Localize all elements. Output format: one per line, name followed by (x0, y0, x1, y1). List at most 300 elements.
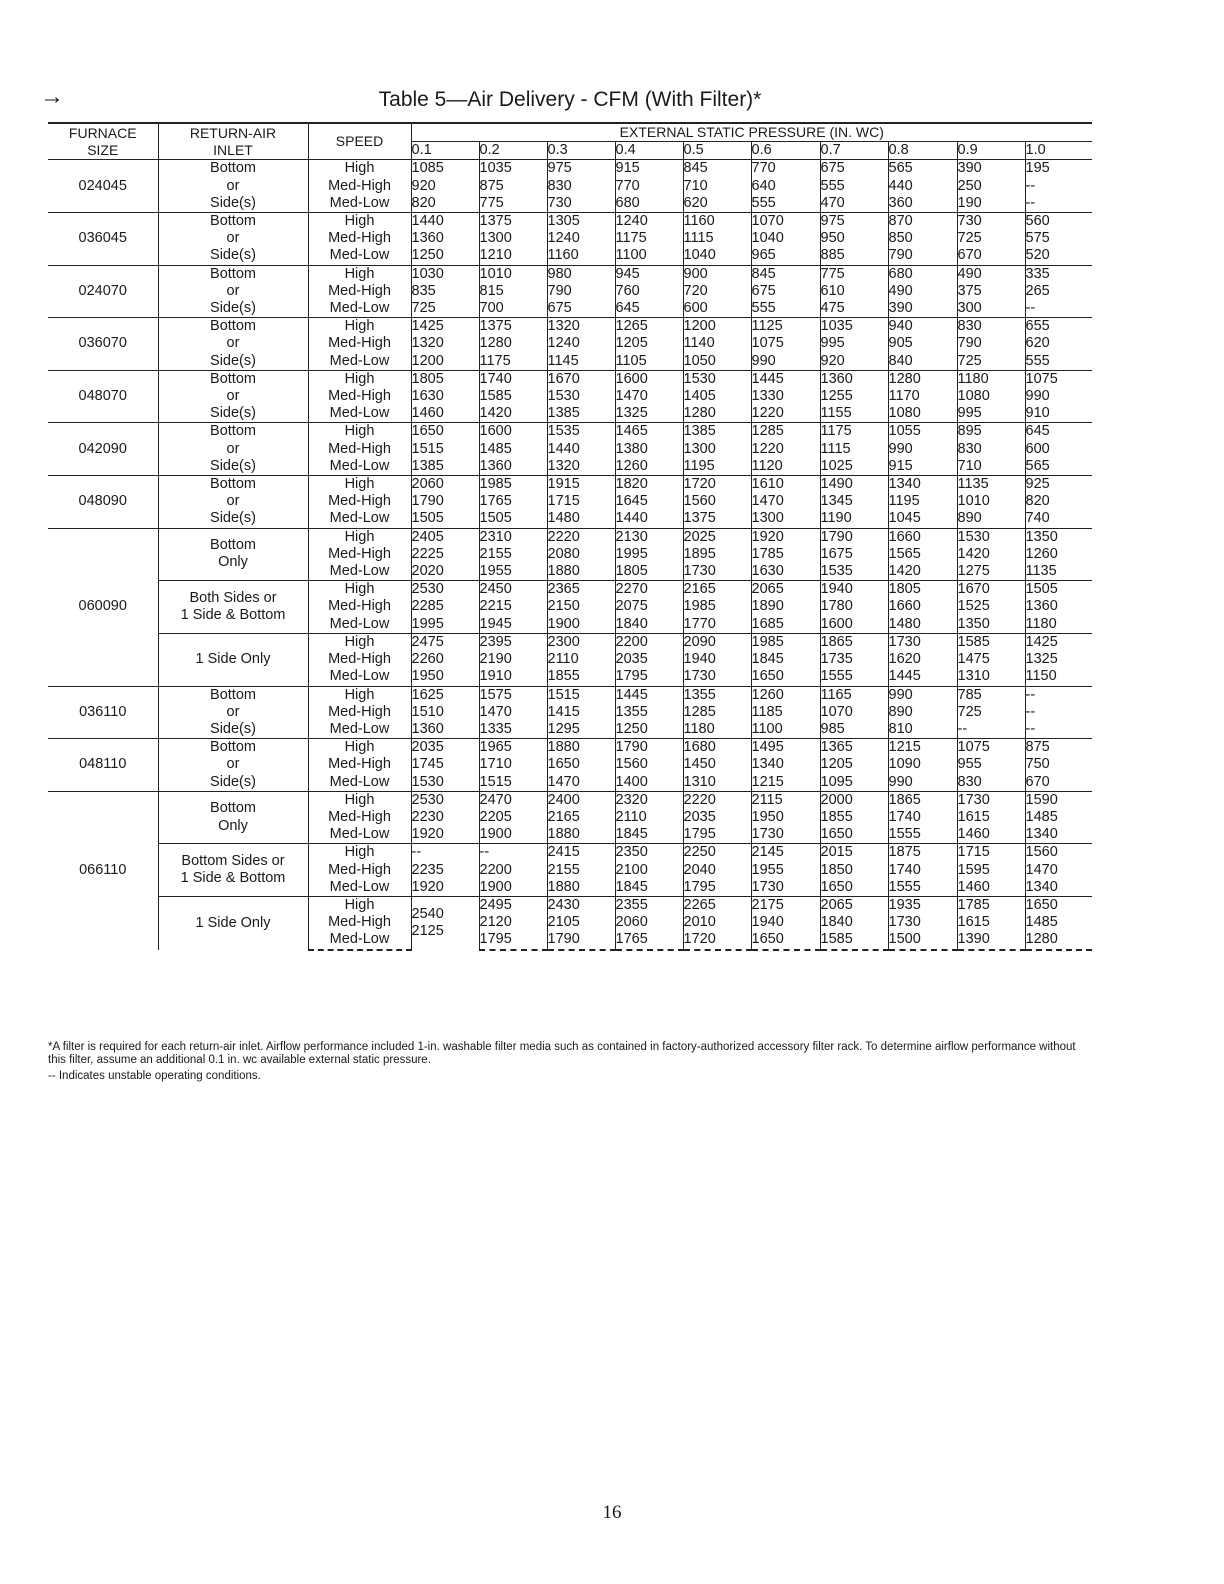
cfm-value-cell: 1855 (820, 809, 888, 826)
cfm-value-cell: 875 (479, 178, 547, 195)
cfm-value-cell: 1965 (479, 739, 547, 757)
pressure-header-cell: 1.0 (1025, 142, 1092, 160)
cfm-value-cell: 610 (820, 283, 888, 300)
cfm-value-cell: 1195 (683, 458, 751, 476)
cfm-value-cell: 1355 (615, 704, 683, 721)
cfm-value-cell: 710 (957, 458, 1025, 476)
cfm-value-cell: 1945 (479, 616, 547, 634)
cfm-value-cell: 1850 (820, 862, 888, 879)
cfm-value-cell: 1140 (683, 335, 751, 352)
cfm-value-cell: 1940 (751, 914, 820, 931)
speed-cell: Med-High (308, 862, 411, 879)
speed-cell: High (308, 476, 411, 494)
cfm-value-cell: 1890 (751, 598, 820, 615)
table-row (48, 265, 1092, 283)
cfm-value-cell: 1765 (615, 931, 683, 949)
cfm-value-cell: 725 (957, 704, 1025, 721)
cfm-value-cell: 830 (957, 774, 1025, 792)
cfm-value-cell: 1615 (957, 809, 1025, 826)
cfm-value-cell: 620 (683, 195, 751, 213)
cfm-value-cell: 1525 (957, 598, 1025, 615)
cfm-value-cell: 725 (957, 353, 1025, 371)
cfm-value-cell: 1145 (547, 353, 615, 371)
cfm-value-cell: 2220 (683, 791, 751, 809)
cfm-value-cell: 680 (615, 195, 683, 213)
merged-value-cell (411, 896, 479, 949)
cfm-value-cell: 2365 (547, 581, 615, 599)
cfm-value-cell: 1470 (751, 493, 820, 510)
cfm-value-cell: 1565 (888, 546, 957, 563)
cfm-value-cell: 1515 (479, 774, 547, 792)
header-furnace-size: FURNACE SIZE (48, 123, 158, 160)
cfm-value-cell: 1840 (820, 914, 888, 931)
cfm-value-cell: 1310 (957, 668, 1025, 686)
cfm-value-cell: -- (411, 844, 479, 862)
speed-cell: Med-High (308, 388, 411, 405)
furnace-size-cell: 042090 (48, 423, 158, 476)
cfm-value-cell: 1415 (547, 704, 615, 721)
cfm-value-cell: 2230 (411, 809, 479, 826)
speed-cell: High (308, 265, 411, 283)
speed-cell: High (308, 581, 411, 599)
pressure-header-cell: 0.3 (547, 142, 615, 160)
cfm-value-cell: 2120 (479, 914, 547, 931)
cfm-value-cell: 1790 (615, 739, 683, 757)
cfm-value-cell: 2145 (751, 844, 820, 862)
cfm-value-cell: 1555 (888, 879, 957, 897)
cfm-value-cell: -- (1025, 720, 1036, 737)
cfm-value-cell: 1795 (615, 668, 683, 686)
cfm-value-cell: 1660 (888, 528, 957, 546)
cfm-value-cell: 1735 (820, 651, 888, 668)
cfm-value-cell: 2530 (411, 581, 479, 599)
cfm-value-cell: 670 (1025, 773, 1050, 790)
cfm-value-cell: 965 (751, 247, 820, 265)
cfm-value-cell: 2100 (615, 862, 683, 879)
cfm-value-cell: 1010 (957, 493, 1025, 510)
table-row (48, 423, 1092, 441)
cfm-value-cell: 700 (479, 300, 547, 318)
cfm-value-cell: 555 (751, 300, 820, 318)
cfm-value-cell: -- (479, 844, 547, 862)
table-row (48, 581, 1092, 599)
cfm-value-cell: 1715 (547, 493, 615, 510)
cfm-value-cell: 990 (888, 774, 957, 792)
speed-cell: Med-Low (308, 510, 411, 528)
cfm-value-cell: 1300 (751, 510, 820, 528)
cfm-value-cell: 195 (1025, 160, 1092, 178)
cfm-value-cell: 1730 (888, 914, 957, 931)
cfm-value-cell: 1400 (615, 774, 683, 792)
table-row (48, 791, 1092, 809)
table-row (48, 476, 1092, 494)
cfm-value-cell: 1935 (888, 896, 957, 914)
cfm-value-cell: 1845 (615, 879, 683, 897)
furnace-size-cell: 036110 (48, 686, 158, 739)
cfm-value-cell: 920 (411, 178, 479, 195)
cfm-value-cell: 870 (888, 213, 957, 231)
cfm-value-cell: 1985 (683, 598, 751, 615)
cfm-value-cell: 1740 (888, 862, 957, 879)
cfm-value-cell: 1250 (411, 247, 479, 265)
cfm-value-cell: 1100 (751, 721, 820, 739)
cfm-value-cell: 1730 (751, 826, 820, 844)
cfm-value-cell: 900 (683, 265, 751, 283)
return-air-inlet-cell: Bottom Sides or 1 Side & Bottom (158, 844, 308, 897)
cfm-value-cell: 1320 (411, 335, 479, 352)
cfm-value-cell: 2200 (479, 862, 547, 879)
cfm-value-cell: 2530 (411, 791, 479, 809)
cfm-value-cell: 1720 (683, 476, 751, 494)
speed-cell: Med-Low (308, 668, 411, 686)
cfm-value-cell: 1285 (683, 704, 751, 721)
cfm-value-cell: 1185 (751, 704, 820, 721)
cfm-value-cell: 830 (957, 318, 1025, 336)
cfm-value-cell: 1195 (888, 493, 957, 510)
cfm-value-cell: 1530 (957, 528, 1025, 546)
cfm-value-cell: 2035 (683, 809, 751, 826)
furnace-size-cell: 036045 (48, 213, 158, 266)
cfm-value-cell: 520 (1025, 247, 1050, 264)
speed-cell: Med-Low (308, 458, 411, 476)
cfm-value-cell: 1780 (820, 598, 888, 615)
cfm-value-cell: 1650 (820, 879, 888, 897)
return-air-inlet-cell: Bottom Only (158, 528, 308, 581)
cfm-value-cell: 2015 (820, 844, 888, 862)
cfm-value-cell: 1385 (547, 405, 615, 423)
cfm-value-cell: 390 (957, 160, 1025, 178)
cfm-value-cell: 2220 (547, 528, 615, 546)
cfm-value-cell: 1955 (479, 563, 547, 581)
cfm-value-cell: 1680 (683, 739, 751, 757)
speed-cell: Med-High (308, 704, 411, 721)
cfm-value-cell: 1845 (751, 651, 820, 668)
cfm-value-cell: 1300 (479, 230, 547, 247)
cfm-value-cell: 975 (547, 160, 615, 178)
cfm-value-cell: 1030 (411, 265, 479, 283)
cfm-value-cell: 1320 (547, 458, 615, 476)
table-row (48, 844, 1092, 862)
cfm-value-cell: 1120 (751, 458, 820, 476)
cfm-value-cell: 600 (1025, 440, 1050, 457)
merged-value: 2540 (411, 906, 444, 923)
speed-cell: High (308, 423, 411, 441)
cfm-value-cell: 1840 (615, 616, 683, 634)
speed-cell: High (308, 160, 411, 178)
cfm-value-cell: 790 (547, 283, 615, 300)
cfm-value-cell: 1115 (683, 230, 751, 247)
cfm-value-cell: 565 (1025, 457, 1050, 474)
cfm-value-cell: 1360 (479, 458, 547, 476)
cfm-value-cell: 1670 (957, 581, 1025, 599)
cfm-value-cell: 1115 (820, 441, 888, 458)
air-delivery-table (48, 122, 1092, 951)
furnace-size-cell: 036070 (48, 318, 158, 371)
header-speed: SPEED (308, 123, 411, 160)
cfm-value-cell: 1615 (957, 914, 1025, 931)
speed-cell: High (308, 791, 411, 809)
cfm-value-cell: 1600 (479, 423, 547, 441)
cfm-value-cell: 2040 (683, 862, 751, 879)
cfm-value-cell: 920 (820, 353, 888, 371)
cfm-value-cell: 845 (751, 265, 820, 283)
cfm-value-cell: 1150 (1025, 668, 1057, 685)
cfm-value-cell: 1560 (1025, 844, 1092, 862)
cfm-value-cell: 2235 (411, 862, 479, 879)
cfm-value-cell: 760 (615, 283, 683, 300)
speed-cell: Med-High (308, 651, 411, 668)
cfm-value-cell: 1345 (820, 493, 888, 510)
cfm-value-cell: 1495 (751, 739, 820, 757)
cfm-value-cell: 470 (820, 195, 888, 213)
cfm-value-cell: 1645 (615, 493, 683, 510)
cfm-value-cell: 1805 (411, 370, 479, 388)
furnace-size-cell: 066110 (48, 791, 158, 949)
speed-cell: Med-Low (308, 195, 411, 213)
cfm-value-cell: 810 (888, 721, 957, 739)
cfm-value-cell: 1280 (683, 405, 751, 423)
cfm-value-cell: 1625 (411, 686, 479, 704)
cfm-value-cell: 2105 (547, 914, 615, 931)
cfm-value-cell: 2025 (683, 528, 751, 546)
cfm-value-cell: 1900 (479, 879, 547, 897)
cfm-value-cell: 1730 (751, 879, 820, 897)
cfm-value-cell: 1795 (479, 931, 547, 949)
cfm-value-cell: 1940 (683, 651, 751, 668)
cfm-value-cell: 2090 (683, 633, 751, 651)
cfm-value-cell: 2225 (411, 546, 479, 563)
cfm-value-cell: -- (1025, 177, 1036, 194)
cfm-value-cell: 1865 (888, 791, 957, 809)
cfm-value-cell: 1360 (820, 370, 888, 388)
return-air-inlet-cell: Bottom or Side(s) (158, 423, 308, 476)
cfm-value-cell: 770 (615, 178, 683, 195)
cfm-value-cell: 1880 (547, 739, 615, 757)
return-air-inlet-cell: Bottom or Side(s) (158, 160, 308, 213)
cfm-value-cell: 1340 (751, 756, 820, 773)
header-return-air-inlet: RETURN-AIR INLET (158, 123, 308, 160)
cfm-value-cell: 905 (888, 335, 957, 352)
cfm-value-cell: 2450 (479, 581, 547, 599)
speed-cell: Med-High (308, 441, 411, 458)
speed-cell: Med-High (308, 546, 411, 563)
cfm-value-cell: 2165 (547, 809, 615, 826)
cfm-value-cell: 1880 (547, 879, 615, 897)
table-row (48, 160, 1092, 178)
cfm-value-cell: 885 (820, 247, 888, 265)
cfm-value-cell: 925 (1025, 476, 1092, 494)
cfm-value-cell: 2110 (547, 651, 615, 668)
cfm-value-cell: 2000 (820, 791, 888, 809)
speed-cell: Med-Low (308, 300, 411, 318)
cfm-value-cell: 850 (888, 230, 957, 247)
cfm-value-cell: 1440 (411, 213, 479, 231)
cfm-value-cell: 475 (820, 300, 888, 318)
cfm-value-cell: 1500 (888, 931, 957, 949)
cfm-value-cell: 1220 (751, 405, 820, 423)
cfm-value-cell: 1740 (888, 809, 957, 826)
cfm-value-cell: -- (1025, 703, 1036, 720)
cfm-value-cell: 1200 (683, 318, 751, 336)
cfm-value-cell: 2080 (547, 546, 615, 563)
cfm-value-cell: 675 (820, 160, 888, 178)
cfm-value-cell: 1095 (820, 774, 888, 792)
cfm-value-cell: 950 (820, 230, 888, 247)
cfm-value-cell: 1440 (615, 510, 683, 528)
cfm-value-cell: 1795 (683, 879, 751, 897)
cfm-value-cell: 1730 (888, 633, 957, 651)
cfm-value-cell: 1360 (411, 230, 479, 247)
cfm-value-cell: 2200 (615, 633, 683, 651)
cfm-value-cell: 1630 (411, 388, 479, 405)
cfm-value-cell: 1260 (615, 458, 683, 476)
cfm-value-cell: 1440 (547, 441, 615, 458)
cfm-value-cell: 1360 (1025, 598, 1058, 615)
cfm-value-cell: 1790 (411, 493, 479, 510)
cfm-value-cell: 1510 (411, 704, 479, 721)
cfm-value-cell: 1075 (957, 739, 1025, 757)
cfm-value-cell: 1530 (547, 388, 615, 405)
cfm-value-cell: 775 (820, 265, 888, 283)
cfm-value-cell: 1420 (479, 405, 547, 423)
cfm-value-cell: 675 (547, 300, 615, 318)
speed-cell: High (308, 844, 411, 862)
cfm-value-cell: 1855 (547, 668, 615, 686)
furnace-size-cell: 048090 (48, 476, 158, 529)
speed-cell: Med-High (308, 914, 411, 931)
cfm-value-cell: 1805 (615, 563, 683, 581)
cfm-value-cell: 915 (888, 458, 957, 476)
cfm-value-cell: 1365 (820, 739, 888, 757)
pressure-header-cell: 0.9 (957, 142, 1025, 160)
cfm-value-cell: 670 (957, 247, 1025, 265)
cfm-value-cell: 1985 (751, 633, 820, 651)
cfm-value-cell: 1160 (683, 213, 751, 231)
cfm-value-cell: 1180 (683, 721, 751, 739)
cfm-value-cell: 1685 (751, 616, 820, 634)
cfm-value-cell: 1670 (547, 370, 615, 388)
cfm-value-cell: 1420 (888, 563, 957, 581)
furnace-size-cell: 024070 (48, 265, 158, 318)
cfm-value-cell: 575 (1025, 230, 1050, 247)
cfm-value-cell: 555 (751, 195, 820, 213)
cfm-value-cell: 1460 (957, 826, 1025, 844)
cfm-value-cell: 1425 (411, 318, 479, 336)
cfm-value-cell: 1155 (820, 405, 888, 423)
cfm-value-cell: 1880 (547, 563, 615, 581)
cfm-value-cell: 2075 (615, 598, 683, 615)
cfm-value-cell: 995 (957, 405, 1025, 423)
cfm-value-cell: 2265 (683, 896, 751, 914)
cfm-value-cell: 1785 (957, 896, 1025, 914)
return-air-inlet-cell: Bottom or Side(s) (158, 370, 308, 423)
speed-cell: Med-High (308, 493, 411, 510)
cfm-value-cell: 1470 (479, 704, 547, 721)
cfm-value-cell: 2175 (751, 896, 820, 914)
cfm-value-cell: 1360 (411, 721, 479, 739)
cfm-value-cell: 1215 (888, 739, 957, 757)
cfm-value-cell: 1135 (1025, 563, 1057, 580)
cfm-value-cell: 565 (888, 160, 957, 178)
cfm-value-cell: 1660 (888, 598, 957, 615)
cfm-value-cell: 1085 (411, 160, 479, 178)
cfm-value-cell: 895 (957, 423, 1025, 441)
cfm-value-cell: 1040 (683, 247, 751, 265)
cfm-value-cell: 250 (957, 178, 1025, 195)
cfm-value-cell: 1650 (1025, 896, 1092, 914)
cfm-value-cell: 820 (1025, 493, 1050, 510)
cfm-value-cell: 1535 (547, 423, 615, 441)
speed-cell: Med-High (308, 756, 411, 773)
cfm-value-cell: 1505 (411, 510, 479, 528)
cfm-value-cell: 1875 (888, 844, 957, 862)
speed-cell: High (308, 213, 411, 231)
cfm-value-cell: 1515 (547, 686, 615, 704)
cfm-value-cell: 1460 (411, 405, 479, 423)
cfm-value-cell: 1045 (888, 510, 957, 528)
return-air-inlet-cell: Bottom or Side(s) (158, 739, 308, 792)
cfm-value-cell: 1375 (479, 318, 547, 336)
cfm-value-cell: 1385 (683, 423, 751, 441)
cfm-value-cell: 1985 (479, 476, 547, 494)
speed-cell: Med-Low (308, 774, 411, 792)
cfm-value-cell: 1335 (479, 721, 547, 739)
cfm-value-cell: 875 (1025, 739, 1092, 757)
cfm-value-cell: 1950 (751, 809, 820, 826)
cfm-value-cell: 1530 (411, 774, 479, 792)
cfm-value-cell: 1080 (888, 405, 957, 423)
cfm-value-cell: 990 (751, 353, 820, 371)
cfm-value-cell: 1240 (547, 230, 615, 247)
speed-cell: Med-High (308, 178, 411, 195)
speed-cell: Med-High (308, 335, 411, 352)
cfm-value-cell: 1280 (479, 335, 547, 352)
cfm-value-cell: 910 (1025, 405, 1050, 422)
cfm-value-cell: 335 (1025, 265, 1092, 283)
cfm-value-cell: 1865 (820, 633, 888, 651)
cfm-value-cell: 300 (957, 300, 1025, 318)
cfm-value-cell: -- (1025, 194, 1036, 211)
table-row (48, 739, 1092, 757)
cfm-value-cell: 2285 (411, 598, 479, 615)
cfm-value-cell: 845 (683, 160, 751, 178)
cfm-value-cell: 2205 (479, 809, 547, 826)
cfm-value-cell: 945 (615, 265, 683, 283)
cfm-value-cell: 360 (888, 195, 957, 213)
cfm-value-cell: 1460 (957, 879, 1025, 897)
cfm-value-cell: 2190 (479, 651, 547, 668)
cfm-value-cell: 1090 (888, 756, 957, 773)
cfm-value-cell: 1675 (820, 546, 888, 563)
cfm-value-cell: 770 (751, 160, 820, 178)
cfm-value-cell: 1205 (615, 335, 683, 352)
cfm-value-cell: 1465 (615, 423, 683, 441)
cfm-value-cell: 490 (957, 265, 1025, 283)
table-row (48, 528, 1092, 546)
cfm-value-cell: 990 (888, 686, 957, 704)
cfm-value-cell: 1790 (820, 528, 888, 546)
cfm-value-cell: 840 (888, 353, 957, 371)
speed-cell: Med-High (308, 230, 411, 247)
cfm-value-cell: 1265 (615, 318, 683, 336)
cfm-value-cell: 675 (751, 283, 820, 300)
cfm-value-cell: 2110 (615, 809, 683, 826)
cfm-value-cell: 2060 (615, 914, 683, 931)
speed-cell: Med-Low (308, 721, 411, 739)
cfm-value-cell: 1385 (411, 458, 479, 476)
cfm-value-cell: 980 (547, 265, 615, 283)
cfm-value-cell: 1070 (820, 704, 888, 721)
